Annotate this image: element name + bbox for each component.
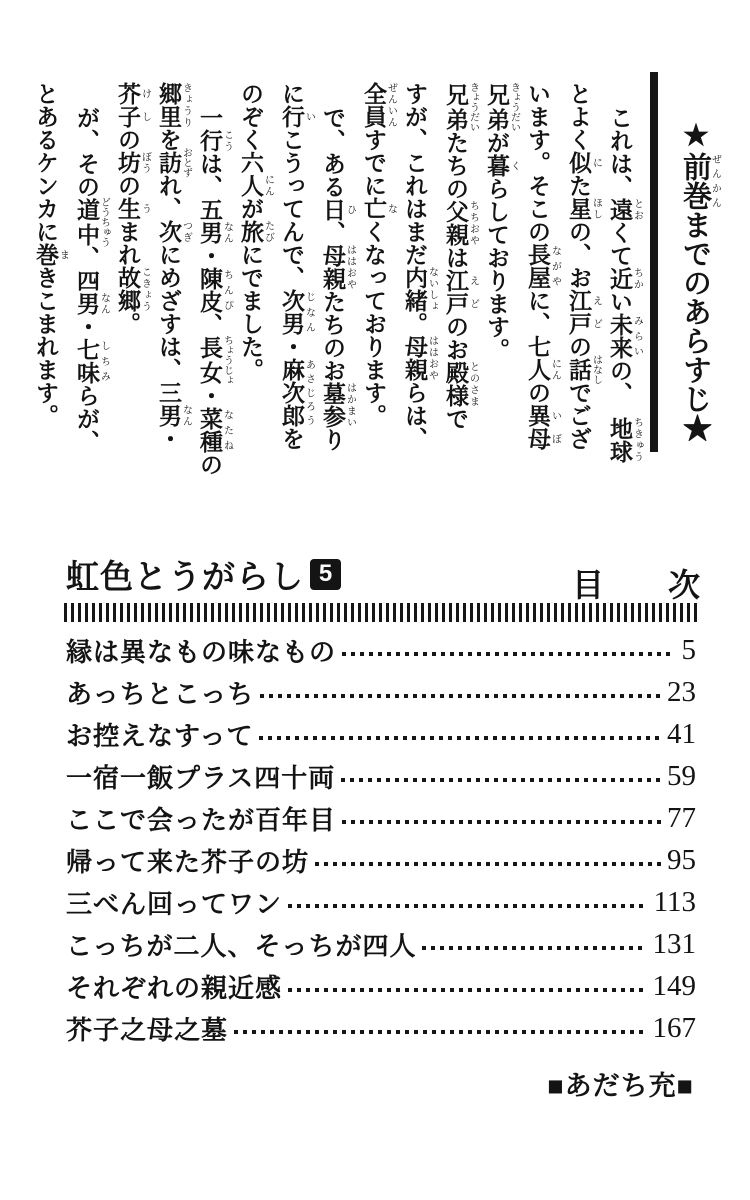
synopsis-column: で、ある日ひ、母親ははおやたちのお墓参はかまいり — [320, 106, 356, 451]
toc-entry — [66, 1007, 696, 1049]
toc-entry-page-number: 77 — [667, 801, 696, 834]
furigana-run: 菜種なたね — [197, 407, 233, 453]
synopsis-column: 芥子けしの坊ぼうの生うまれ故郷こきょう。 — [115, 82, 151, 335]
furigana-run: 行こう — [197, 129, 233, 152]
furigana-run: 母親ははおや — [320, 244, 356, 290]
synopsis-column: すが、これはまだ内緒ないしょ。母親ははおやらは、 — [402, 82, 438, 450]
toc-entry-title: 芥子之母之墓 — [66, 1014, 229, 1045]
toc-heading: 目 次 — [571, 567, 700, 603]
furigana-run: 未来みらい — [607, 313, 643, 359]
synopsis-title: ★前巻ぜんかんまでのあらすじ★ — [679, 118, 721, 442]
furigana-run: 訪おとず — [156, 147, 192, 178]
furigana-run: 近ちか — [607, 267, 643, 290]
toc-entry-page-number: 113 — [653, 885, 696, 918]
furigana-run: 男なん — [74, 292, 110, 315]
toc-entry — [66, 671, 696, 713]
toc-entry-page-number: 5 — [681, 633, 696, 666]
furigana-run: 陳皮ちんぴ — [197, 267, 233, 313]
furigana-run: 亡な — [361, 197, 397, 220]
furigana-run: 全員ぜんいん — [361, 82, 397, 128]
toc-entry-title: 一宿一飯プラス四十両 — [66, 762, 336, 793]
dot-leader — [341, 778, 661, 782]
furigana-run: 似に — [566, 151, 602, 174]
furigana-run: 殿様とのさま — [443, 361, 479, 407]
author-credit: ■あだち充■ — [547, 1071, 694, 1101]
striped-divider — [64, 603, 698, 622]
furigana-run: 江戸えど — [443, 269, 479, 315]
toc-entry-title: 縁は異なもの味なもの — [66, 636, 337, 667]
toc-entry-page-number: 95 — [667, 843, 696, 876]
series-title: 虹色とうがらし — [66, 557, 304, 595]
furigana-run: 男なん — [197, 221, 233, 244]
furigana-run: 話はなし — [566, 354, 602, 385]
furigana-run: 麻次郎あさじろう — [279, 358, 315, 427]
synopsis-column: 兄弟きょうだいが暮くらしております。 — [484, 82, 520, 361]
furigana-run: 長女ちょうじょ — [197, 335, 233, 385]
toc-entry-page-number: 23 — [667, 675, 696, 708]
toc-entry-page-number: 59 — [667, 759, 696, 792]
furigana-run: 人にん — [238, 174, 274, 197]
furigana-run: 次男じなん — [279, 289, 315, 335]
dot-leader — [288, 988, 646, 992]
furigana-run: 異母いぼ — [525, 404, 561, 450]
synopsis-column: に行いこうってんで、次男じなん・麻次郎あさじろうを — [279, 82, 315, 450]
toc-entry-title: 帰って来た芥子の坊 — [66, 846, 310, 877]
furigana-run: 父親ちちおや — [443, 200, 479, 246]
furigana-run: 長屋ながや — [525, 243, 561, 289]
toc-entry-title: 三べん回ってワン — [66, 888, 283, 919]
furigana-run: 坊ぼう — [115, 151, 151, 174]
toc-entry-page-number: 41 — [667, 717, 696, 750]
toc-entry-page-number: 149 — [652, 969, 696, 1002]
furigana-run: 暮く — [484, 154, 520, 177]
furigana-run: 内緒ないしょ — [402, 266, 438, 312]
furigana-run: 遠とお — [607, 198, 643, 221]
toc-entry-title: ここで会ったが百年目 — [66, 804, 337, 835]
synopsis-column: 全員ぜんいんすでに亡なくなっております。 — [361, 82, 397, 427]
synopsis-column: これは、遠とおくて近ちかい未来みらいの、 地球ちきゅう — [607, 106, 643, 463]
furigana-run: 兄弟きょうだい — [443, 82, 479, 132]
dot-leader — [342, 652, 670, 656]
furigana-run: 行い — [279, 105, 315, 128]
dot-leader — [422, 946, 646, 950]
furigana-run: 母親ははおや — [402, 335, 438, 381]
furigana-run: 星ほし — [566, 197, 602, 220]
furigana-run: 旅たび — [238, 220, 274, 243]
furigana-run: 男なん — [156, 404, 192, 427]
furigana-run: 故郷こきょう — [115, 266, 151, 312]
furigana-run: 次つぎ — [156, 220, 192, 243]
toc-entry — [66, 923, 696, 965]
furigana-run: 墓参はかまい — [320, 382, 356, 428]
furigana-run: 郷里きょうり — [156, 82, 192, 128]
dot-leader — [259, 736, 661, 740]
toc-entry — [66, 839, 696, 881]
volume-badge: 5 — [310, 559, 341, 590]
synopsis-column: 郷里きょうりを訪おとずれ、次つぎにめざすは、三男なん・ — [156, 82, 192, 450]
furigana-run: 兄弟きょうだい — [484, 82, 520, 132]
dot-leader — [234, 1030, 646, 1034]
synopsis-column: が、その道中どうちゅう、四男なん・七味しちみらが、 — [74, 106, 110, 453]
toc-entry — [66, 629, 696, 671]
toc-entry-page-number: 167 — [652, 1011, 696, 1044]
toc-entry — [66, 755, 696, 797]
synopsis-text — [27, 82, 642, 474]
synopsis-column: 一行こうは、五男なん・陳皮ちんぴ、長女ちょうじょ・菜種なたねの — [197, 106, 233, 476]
toc-entry — [66, 965, 696, 1007]
furigana-run: 道中どうちゅう — [74, 197, 110, 247]
synopsis-divider-bar — [650, 72, 658, 452]
dot-leader — [342, 820, 661, 824]
toc-entry — [66, 881, 696, 923]
toc-entry-title: あっちとこっち — [66, 678, 255, 709]
toc-title-group — [66, 554, 341, 594]
synopsis-column: とあるケンカに巻まきこまれます。 — [33, 82, 69, 427]
toc-entry-title: こっちが二人、そっちが四人 — [66, 930, 417, 961]
toc-entry — [66, 797, 696, 839]
furigana-run: 人にん — [525, 358, 561, 381]
toc-entry-title: それぞれの親近感 — [66, 972, 283, 1003]
toc-entry — [66, 713, 696, 755]
synopsis-column: 兄弟きょうだいたちの父親ちちおやは江戸えどのお殿様とのさまで — [443, 82, 479, 430]
furigana-run: 地球ちきゅう — [607, 416, 643, 463]
furigana-run: 芥子けし — [115, 82, 151, 128]
furigana-run: 江戸えど — [566, 289, 602, 335]
furigana-run: 前巻ぜんかん — [679, 152, 721, 210]
furigana-run: 日ひ — [320, 198, 356, 221]
toc-entry-title: お控えなすって — [66, 720, 254, 751]
toc-entry-page-number: 131 — [652, 927, 696, 960]
furigana-run: 生う — [115, 197, 151, 220]
furigana-run: 巻ま — [33, 243, 69, 266]
synopsis-column: のぞく六人にんが旅たびにでました。 — [238, 82, 274, 381]
synopsis-column: います。そこの長屋ながやに、七人にんの異母いぼ — [525, 82, 561, 450]
dot-leader — [288, 904, 648, 908]
synopsis-column: とよく似にた星ほしの、お江戸えどの話はなしでござ — [566, 82, 602, 450]
toc-list — [66, 629, 696, 1049]
furigana-run: 七味しちみ — [74, 338, 110, 384]
dot-leader — [315, 862, 661, 866]
dot-leader — [260, 694, 661, 698]
